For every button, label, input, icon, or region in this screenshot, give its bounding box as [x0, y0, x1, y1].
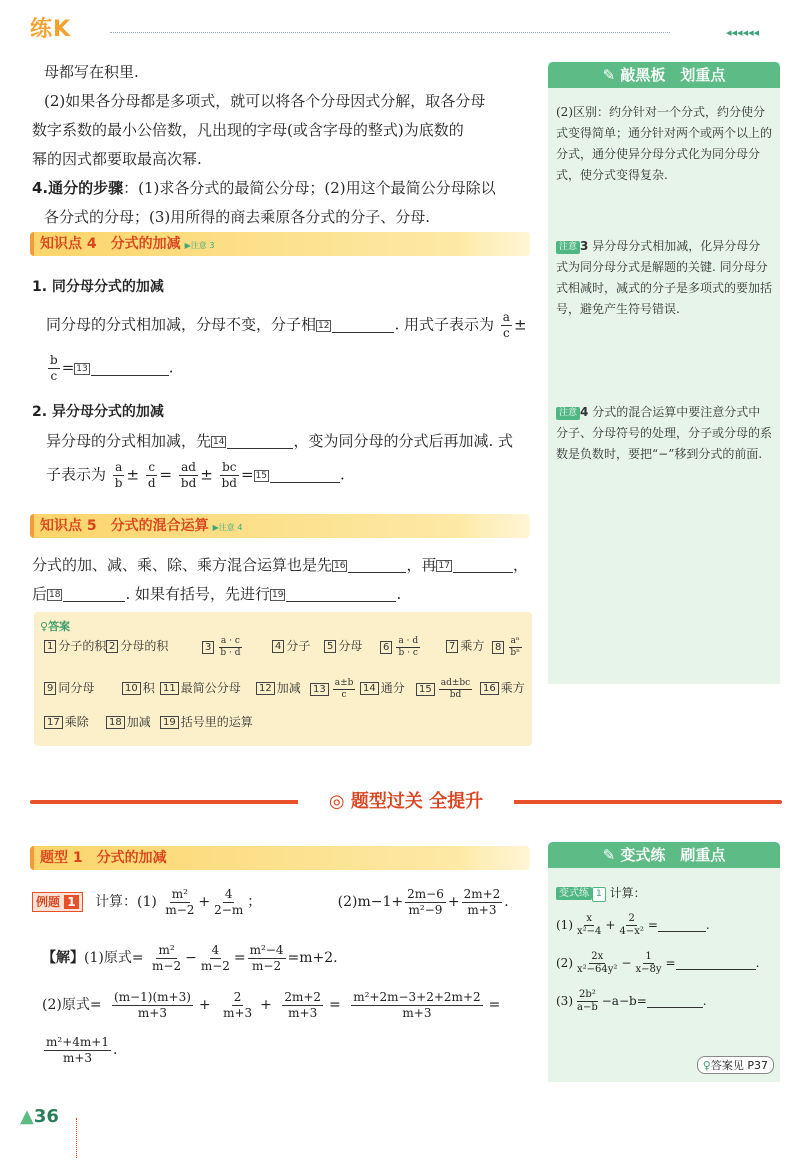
line: 各分式的分母；(3)用所得的商去乘原各分式的分子、分母.	[44, 208, 431, 226]
answer-item: 11 最简公分母	[160, 678, 241, 698]
answer-item: 18 加减	[106, 712, 151, 732]
solution-line-1: 【解】(1)原式= $\frac{\text{m²}}{m-2}$ − $\frac{4}{m-2}$ = $\frac{\text{m²−4}}{m-2}$ =m+2.	[42, 942, 338, 973]
section-formula: 子表示为 $\frac{a}{b}$ ± $\frac{c}{d}$ = $\frac{ad}{bd}$ ± $\frac{bc}{bd}$ = 15 .	[46, 460, 345, 490]
page-badge-icon: ▲	[20, 1106, 34, 1127]
practice-3: (3) $\frac{\text{2b²}}{a-b}$ −a−b= .	[556, 989, 707, 1013]
blank-17[interactable]	[453, 555, 513, 573]
line: 后 18 . 如果有括号，先进行 19 .	[32, 585, 402, 603]
answer-item: 10 积	[122, 678, 155, 698]
blank-18[interactable]	[63, 584, 125, 602]
practice-1: (1) $\frac{x}{\text{x²−4}}$ + $\frac{2}{\text{4−x²}}$ = .	[556, 913, 710, 937]
answer-item: 15 $\frac{ad\pm bc}{bd}$	[416, 678, 474, 701]
answer-item: 3 $\frac{a \cdot c}{b \cdot d}$	[202, 636, 244, 659]
step-4: 4.通分的步骤：(1)求各分式的最简公分母；(2)用这个最简公分母除以	[32, 179, 496, 197]
practice-blank-1[interactable]	[658, 918, 706, 932]
answer-item: 17 乘除	[44, 712, 89, 732]
header-decor: ◂◂◂◂◂◂	[726, 26, 760, 39]
answer-label: ♀答案	[40, 620, 71, 633]
answer-item: 4 分子	[272, 636, 310, 656]
line: 母都写在积里.	[44, 63, 139, 81]
blank-19[interactable]	[286, 584, 396, 602]
footer-line	[76, 1118, 77, 1158]
answer-item: 9 同分母	[44, 678, 94, 698]
practice-2: (2) $\frac{2x}{\text{x²−64y²}}$ − $\frac{1}{x-8y}$ = .	[556, 951, 760, 975]
student-icon: ✎	[602, 846, 621, 864]
line: 幂的因式都要取最高次幂.	[32, 150, 202, 168]
section-text: 异分母的分式相加减，先 14 ，变为同分母的分式后再加减. 式	[46, 432, 514, 450]
answer-item: 5 分母	[324, 636, 362, 656]
section-formula: $\frac{b}{c}$ = 13 .	[50, 353, 174, 383]
example-1: 例题 1 计算：(1) $\frac{\text{m²}}{m-2}$ + $\frac{4}{2-m}$ ； (2)m−1+ $\frac{2m-6}{\text{m²−9}}$ + $\frac{2m+2}{m+3}$ .	[32, 886, 532, 918]
question-type-1: 题型 1 分式的加减	[30, 846, 530, 870]
practice-head: 变式练 1 计算：	[548, 868, 780, 902]
header-logo: 练K	[30, 17, 72, 42]
line: (2)如果各分母都是多项式，就可以将各个分母因式分解，取各分母	[44, 92, 486, 110]
note-difference: (2)区别：约分针对一个分式，约分使分式变得简单；通分针对两个或两个以上的分式，通分使异分母分式化为同分母分式，使分式变得复杂.	[556, 105, 773, 182]
blank-15[interactable]	[270, 465, 340, 483]
blank-16[interactable]	[348, 555, 406, 573]
line: 分式的加、减、乘、除、乘方混合运算也是先 16 ，再 17 ，	[32, 556, 528, 574]
section-heading: 1. 同分母分式的加减	[32, 279, 164, 295]
swirl-icon: ◎	[328, 791, 351, 812]
sidebar-title: ✎ 敲黑板 划重点	[548, 62, 780, 88]
blank-14[interactable]	[227, 431, 293, 449]
blank-12[interactable]	[332, 315, 394, 333]
teacher-icon: ✎	[602, 66, 621, 84]
answer-item: 8 $\frac{\text{aⁿ}}{\text{bⁿ}}$	[492, 636, 524, 659]
note-3: 注意 3 异分母分式相加减，化异分母分式为同分母分式是解题的关键. 同分母分式相减时，减式的分子是多项式的要加括号，避免产生符号错误.	[556, 239, 773, 316]
answer-reference[interactable]: ♀答案见 P37	[697, 1056, 774, 1074]
answer-item: 16 乘方	[480, 678, 525, 698]
section-same-denominator	[32, 273, 532, 384]
answer-item: 1 分子的积	[44, 636, 106, 656]
sidebar-practice	[548, 842, 780, 1082]
section-different-denominator	[32, 398, 532, 491]
sidebar-key-points	[548, 62, 780, 684]
section-text: 同分母的分式相加减，分母不变，分子相 12 . 用式子表示为 $\frac{a}{c}$ ±	[46, 310, 527, 340]
answer-item: 14 通分	[360, 678, 405, 698]
key-icon: ♀	[702, 1059, 711, 1072]
page-number: ▲36	[20, 1106, 59, 1127]
sidebar-title: ✎ 变式练 刷重点	[548, 842, 780, 868]
answer-box	[34, 612, 532, 746]
knowledge-point-5: 知识点 5 分式的混合运算 ▶注意 4	[30, 514, 530, 538]
answer-item: 13 $\frac{a\pm b}{c}$	[310, 678, 357, 701]
key-icon: ♀	[40, 620, 49, 633]
practice-blank-3[interactable]	[647, 994, 703, 1008]
line: 数字系数的最小公倍数，凡出现的字母(或含字母的整式)为底数的	[32, 121, 464, 139]
example-label: 例题 1	[32, 892, 83, 912]
answer-item: 2 分母的积	[106, 636, 168, 656]
note-4: 注意 4 分式的混合运算中要注意分式中分子、分母符号的处理，分子或分母的系数是负数时，要把“−”移到分式的前面.	[556, 405, 773, 461]
answer-item: 7 乘方	[446, 636, 484, 656]
header-line	[110, 32, 670, 33]
answer-item: 6 $\frac{a \cdot d}{b \cdot c}$	[380, 636, 422, 659]
divider-title: ◎ 题型过关 全提升	[298, 788, 514, 816]
answer-item: 19 括号里的运算	[160, 712, 253, 732]
solution-line-3: $\frac{\text{m²+4m+1}}{m+3}$ .	[46, 1034, 118, 1065]
section-heading: 2. 异分母分式的加减	[32, 404, 164, 420]
solution	[42, 940, 542, 1070]
continuation-text	[32, 58, 532, 232]
knowledge-point-4: 知识点 4 分式的加减 ▶注意 3	[30, 232, 530, 256]
answer-item: 12 加减	[256, 678, 301, 698]
blank-13[interactable]	[91, 358, 169, 376]
practice-blank-2[interactable]	[676, 956, 756, 970]
section-mixed	[32, 551, 532, 609]
solution-line-2: (2)原式= $\frac{(m-1)(m+3)}{m+3}$ + $\frac{2}{m+3}$ + $\frac{2m+2}{m+3}$ = $\frac{\text{m²+2m−3+2+2m+2}}{m+3}$ =	[42, 989, 501, 1020]
